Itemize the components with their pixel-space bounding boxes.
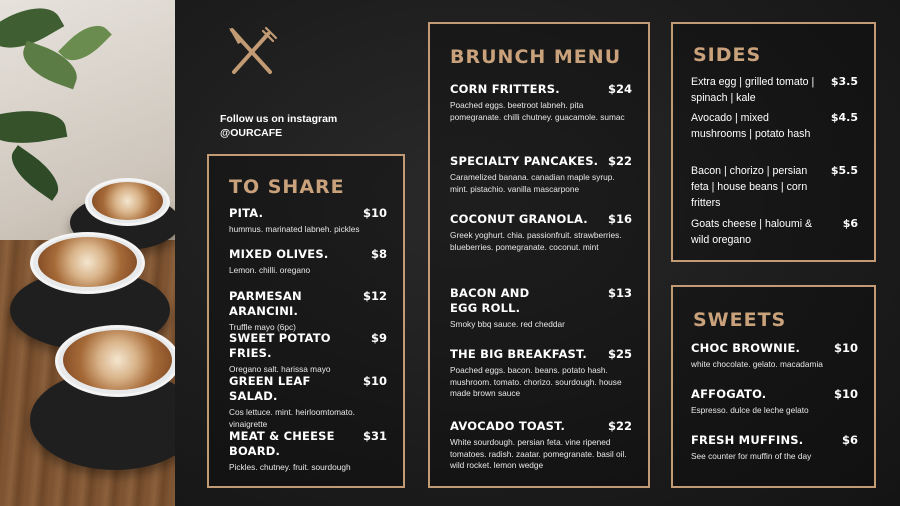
follow-label: Follow us on instagram (220, 113, 338, 125)
item-desc: Oregano salt. harissa mayo (229, 364, 331, 374)
menu-item (229, 331, 387, 376)
menu-item (450, 154, 632, 195)
item-desc: White sourdough. persian feta. vine ripened tomatoes. radish. zaatar. pomegranate. basil oil. wild rocket. lemon wedge (450, 437, 627, 470)
menu-item (450, 286, 632, 331)
instagram-follow (220, 112, 337, 140)
section-title: TO SHARE (229, 176, 345, 198)
item-price: $6 (841, 433, 858, 447)
item-price: $12 (362, 289, 387, 303)
item-name: SPECIALTY PANCAKES. (450, 154, 599, 168)
item-name: THE BIG BREAKFAST. (450, 347, 587, 361)
instagram-handle[interactable]: @OURCAFE (220, 127, 283, 139)
side-item (691, 216, 858, 248)
item-desc: Truffle mayo (6pc) (229, 322, 296, 332)
item-desc: Caramelized banana. canadian maple syrup. mint. pistachio. vanilla mascarpone (450, 172, 615, 194)
item-price: $31 (362, 429, 387, 443)
section-title: BRUNCH MENU (450, 46, 622, 68)
latte-art (38, 237, 137, 287)
menu-item (229, 429, 387, 474)
menu-item (450, 347, 632, 400)
menu-item (691, 341, 858, 371)
coffee-photo (0, 0, 175, 506)
item-desc: Cos lettuce. mint. heirloomtomato. vinaigrette (229, 407, 355, 429)
item-price: $10 (833, 387, 858, 401)
item-desc: Espresso. dulce de leche gelato (691, 405, 809, 415)
brunch-menu-section (428, 22, 650, 488)
side-price: $4.5 (830, 111, 858, 124)
item-price: $10 (362, 374, 387, 388)
item-price: $24 (607, 82, 632, 96)
item-desc: Greek yoghurt. chia. passionfruit. strawberries. blueberries. pomegranate. coconut. mint (450, 230, 622, 252)
item-name: CORN FRITTERS. (450, 82, 560, 96)
item-price: $25 (607, 347, 632, 361)
item-price: $10 (362, 206, 387, 220)
item-desc: Smoky bbq sauce. red cheddar (450, 319, 565, 329)
item-price: $10 (833, 341, 858, 355)
item-desc: See counter for muffin of the day (691, 451, 812, 461)
item-name: MEAT & CHEESE BOARD. (229, 429, 335, 458)
item-price: $22 (607, 419, 632, 433)
menu-item (691, 433, 858, 463)
item-name: COCONUT GRANOLA. (450, 212, 588, 226)
item-name: AVOCADO TOAST. (450, 419, 566, 433)
item-name: CHOC BROWNIE. (691, 341, 801, 355)
side-price: $6 (842, 217, 858, 230)
item-name: PARMESAN ARANCINI. (229, 289, 302, 318)
item-desc: white chocolate. gelato. macadamia (691, 359, 823, 369)
side-name: Extra egg | grilled tomato | spinach | kale (691, 76, 815, 104)
item-desc: Poached eggs. beetroot labneh. pita pomegranate. chilli chutney. guacamole. sumac (450, 100, 625, 122)
latte-art (92, 182, 163, 220)
sweets-section (671, 285, 876, 488)
item-price: $9 (370, 331, 387, 345)
menu-item (691, 387, 858, 417)
item-price: $16 (607, 212, 632, 226)
side-item (691, 110, 858, 142)
item-price: $22 (607, 154, 632, 168)
item-name: SWEET POTATO FRIES. (229, 331, 331, 360)
item-desc: Pickles. chutney. fruit. sourdough (229, 462, 351, 472)
menu-item (229, 374, 387, 430)
item-name: FRESH MUFFINS. (691, 433, 804, 447)
section-title: SIDES (693, 44, 762, 66)
item-desc: hummus. marinated labneh. pickles (229, 224, 360, 234)
to-share-section (207, 154, 405, 488)
menu-item (450, 212, 632, 253)
item-name: GREEN LEAF SALAD. (229, 374, 311, 403)
item-name: AFFOGATO. (691, 387, 767, 401)
menu-item (229, 289, 387, 334)
item-name: MIXED OLIVES. (229, 247, 329, 261)
latte-art (63, 330, 172, 390)
menu-item (229, 247, 387, 277)
item-name: PITA. (229, 206, 264, 220)
side-name: Avocado | mixed mushrooms | potato hash (691, 112, 811, 140)
menu-item (450, 82, 632, 123)
menu-item (229, 206, 387, 236)
side-name: Goats cheese | haloumi & wild oregano (691, 218, 813, 246)
menu-item (450, 419, 632, 472)
side-price: $5.5 (830, 164, 858, 177)
item-name: BACON AND EGG ROLL. (450, 286, 530, 315)
side-item (691, 74, 858, 106)
fork-knife-icon (226, 26, 278, 76)
side-item (691, 163, 858, 211)
side-name: Bacon | chorizo | persian feta | house beans | corn fritters (691, 165, 808, 209)
item-price: $13 (607, 286, 632, 300)
item-desc: Lemon. chilli. oregano (229, 265, 311, 275)
sides-section (671, 22, 876, 262)
section-title: SWEETS (693, 309, 787, 331)
item-desc: Poached eggs. bacon. beans. potato hash. mushroom. tomato. chorizo. sourdough. house made brown sauce (450, 365, 622, 398)
item-price: $8 (370, 247, 387, 261)
side-price: $3.5 (830, 75, 858, 88)
